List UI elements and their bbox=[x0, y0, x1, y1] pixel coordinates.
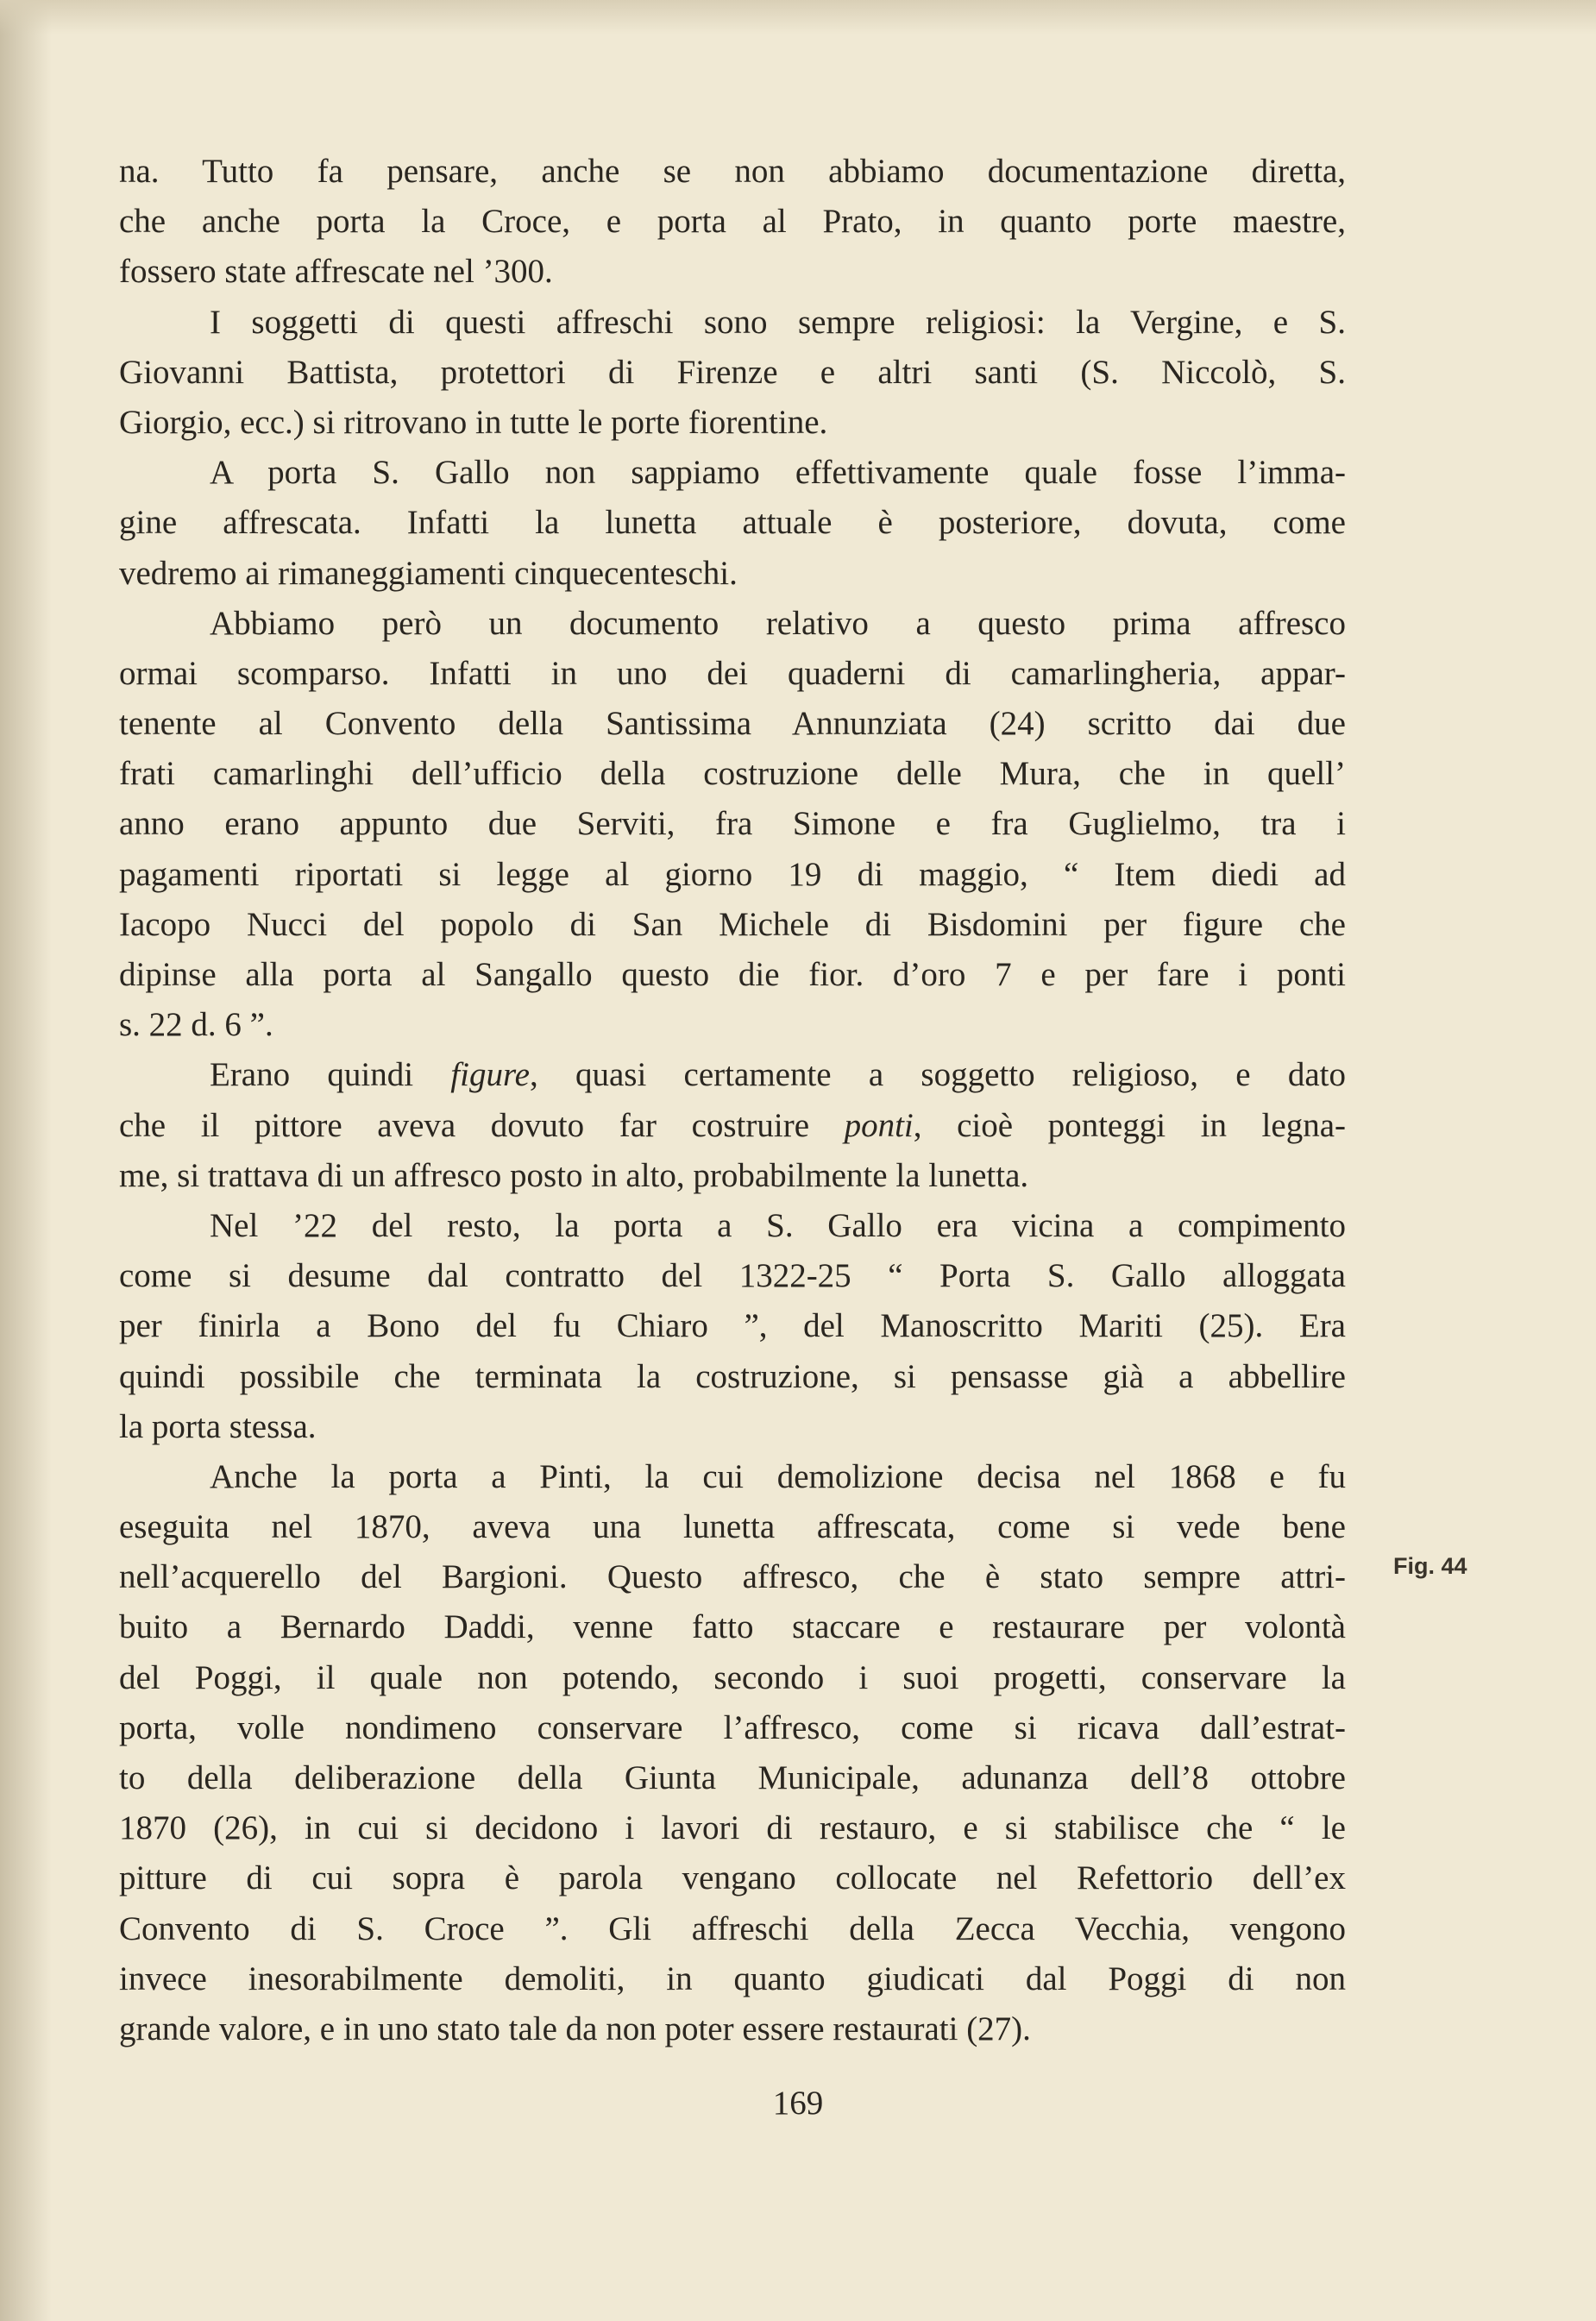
text-line: invece inesorabilmente demoliti, in quanto giudicati dal Poggi di non bbox=[119, 1959, 1346, 1997]
text-line: porta, volle nondimeno conservare l’affresco, come si ricava dall’estrat- bbox=[119, 1708, 1346, 1746]
text-line: quindi possibile che terminata la costruzione, si pensasse già a abbellire bbox=[119, 1357, 1346, 1395]
paragraph bbox=[119, 298, 1346, 449]
text-line: Giovanni Battista, protettori di Firenze e altri santi (S. Niccolò, S. bbox=[119, 353, 1346, 391]
body-text bbox=[119, 147, 1346, 2054]
text-line: grande valore, e in uno stato tale da non poter essere restaurati (27). bbox=[119, 2010, 1031, 2047]
text-line: fossero state affrescate nel ’300. bbox=[119, 253, 553, 291]
text-line: s. 22 d. 6 ”. bbox=[119, 1006, 273, 1044]
text-line: che il pittore aveva dovuto far costruire ponti, cioè ponteggi in legna- bbox=[119, 1106, 1346, 1144]
text-line: per finirla a Bono del fu Chiaro ”, del Manoscritto Mariti (25). Era bbox=[119, 1307, 1346, 1345]
text-line: che anche porta la Croce, e porta al Prato, in quanto porte maestre, bbox=[119, 203, 1346, 241]
text-line: del Poggi, il quale non potendo, secondo i suoi progetti, conservare la bbox=[119, 1658, 1346, 1696]
text-line: nell’acquerello del Bargioni. Questo affresco, che è stato sempre attri- bbox=[119, 1558, 1346, 1596]
text-line: Nel ’22 del resto, la porta a S. Gallo era vicina a compimento bbox=[210, 1206, 1346, 1244]
text-line: pagamenti riportati si legge al giorno 19 di maggio, “ Item diedi ad bbox=[119, 855, 1346, 893]
text-line: I soggetti di questi affreschi sono sempre religiosi: la Vergine, e S. bbox=[210, 303, 1346, 341]
text-line: vedremo ai rimaneggiamenti cinquecenteschi. bbox=[119, 554, 738, 592]
paragraph bbox=[119, 1050, 1346, 1201]
text-line: come si desume dal contratto del 1322-25 “ Porta S. Gallo alloggata bbox=[119, 1257, 1346, 1295]
italic-term: figure bbox=[450, 1056, 530, 1094]
text-line: tenente al Convento della Santissima Annunziata (24) scritto dai due bbox=[119, 705, 1346, 743]
text-line: na. Tutto fa pensare, anche se non abbiamo documentazione diretta, bbox=[119, 153, 1346, 190]
page-gutter-shadow bbox=[0, 0, 52, 2321]
text-line: A porta S. Gallo non sappiamo effettivamente quale fosse l’imma- bbox=[210, 454, 1346, 492]
text-line: eseguita nel 1870, aveva una lunetta affrescata, come si vede bene bbox=[119, 1508, 1346, 1546]
page-number: 169 bbox=[772, 2085, 824, 2122]
text-line: Abbiamo però un documento relativo a questo prima affresco bbox=[210, 604, 1346, 642]
text-line: buito a Bernardo Daddi, venne fatto staccare e restaurare per volontà bbox=[119, 1608, 1346, 1646]
text-line: me, si trattava di un affresco posto in alto, probabilmente la lunetta. bbox=[119, 1156, 1029, 1194]
text-line: Erano quindi figure, quasi certamente a soggetto religioso, e dato bbox=[210, 1056, 1346, 1094]
text-line: ormai scomparso. Infatti in uno dei quaderni di camarlingheria, appar- bbox=[119, 654, 1346, 692]
text-line: to della deliberazione della Giunta Municipale, adunanza dell’8 ottobre bbox=[119, 1759, 1346, 1796]
text-line: anno erano appunto due Serviti, fra Simone e fra Guglielmo, tra i bbox=[119, 805, 1346, 843]
paragraph bbox=[119, 1452, 1346, 2054]
page-top-shadow bbox=[0, 0, 1596, 35]
text-line: 1870 (26), in cui si decidono i lavori di restauro, e si stabilisce che “ le bbox=[119, 1809, 1346, 1847]
text-line: la porta stessa. bbox=[119, 1407, 317, 1445]
italic-term: ponti bbox=[844, 1106, 914, 1144]
paragraph bbox=[119, 448, 1346, 599]
paragraph bbox=[119, 599, 1346, 1051]
paragraph bbox=[119, 147, 1346, 298]
text-line: pitture di cui sopra è parola vengano collocate nel Refettorio dell’ex bbox=[119, 1859, 1346, 1897]
text-line: Iacopo Nucci del popolo di San Michele di Bisdomini per figure che bbox=[119, 905, 1346, 943]
text-line: frati camarlinghi dell’ufficio della costruzione delle Mura, che in quell’ bbox=[119, 755, 1346, 793]
text-line: dipinse alla porta al Sangallo questo die fior. d’oro 7 e per fare i ponti bbox=[119, 956, 1346, 993]
paragraph bbox=[119, 1201, 1346, 1452]
text-line: Giorgio, ecc.) si ritrovano in tutte le porte fiorentine. bbox=[119, 403, 828, 441]
text-line: Anche la porta a Pinti, la cui demolizione decisa nel 1868 e fu bbox=[210, 1457, 1346, 1495]
figure-reference: Fig. 44 bbox=[1393, 1553, 1467, 1579]
text-line: gine affrescata. Infatti la lunetta attuale è posteriore, dovuta, come bbox=[119, 504, 1346, 542]
text-line: Convento di S. Croce ”. Gli affreschi della Zecca Vecchia, vengono bbox=[119, 1909, 1346, 1947]
